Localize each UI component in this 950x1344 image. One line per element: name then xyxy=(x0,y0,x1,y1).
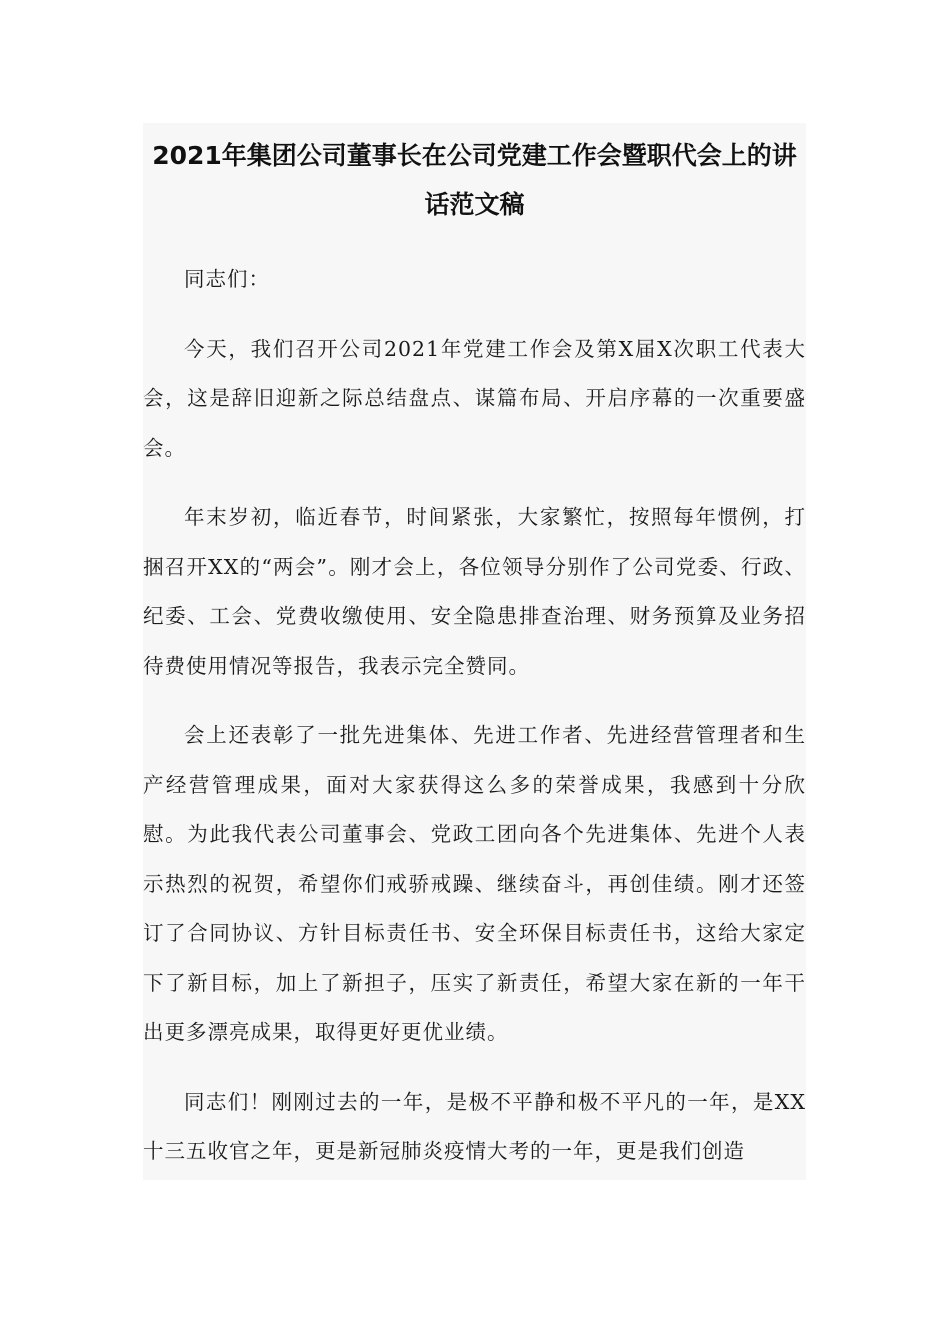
document-title: 2021年集团公司董事长在公司党建工作会暨职代会上的讲话范文稿 xyxy=(152,141,797,219)
document-body xyxy=(143,255,806,1177)
paragraph: 年末岁初，临近春节，时间紧张，大家繁忙，按照每年惯例，打捆召开XX的“两会”。刚才会上，各位领导分别作了公司党委、行政、纪委、工会、党费收缴使用、安全隐患排查治理、财务预算及业务招待费使用情况等报告，我表示完全赞同。 xyxy=(143,505,806,678)
paragraph-salutation: 同志们： xyxy=(184,267,270,291)
paragraph: 同志们！刚刚过去的一年，是极不平静和极不平凡的一年，是XX十三五收官之年，更是新冠肺炎疫情大考的一年，更是我们创造 xyxy=(143,1089,806,1163)
paragraph: 今天，我们召开公司2021年党建工作会及第X届X次职工代表大会，这是辞旧迎新之际总结盘点、谋篇布局、开启序幕的一次重要盛会。 xyxy=(143,336,806,460)
document-page xyxy=(143,123,806,1180)
paragraph: 会上还表彰了一批先进集体、先进工作者、先进经营管理者和生产经营管理成果，面对大家获得这么多的荣誉成果，我感到十分欣慰。为此我代表公司董事会、党政工团向各个先进集体、先进个人表示热烈的祝贺，希望你们戒骄戒躁、继续奋斗，再创佳绩。刚才还签订了合同协议、方针目标责任书、安全环保目标责任书，这给大家定下了新目标，加上了新担子，压实了新责任，希望大家在新的一年干出更多漂亮成果，取得更好更优业绩。 xyxy=(143,723,806,1044)
